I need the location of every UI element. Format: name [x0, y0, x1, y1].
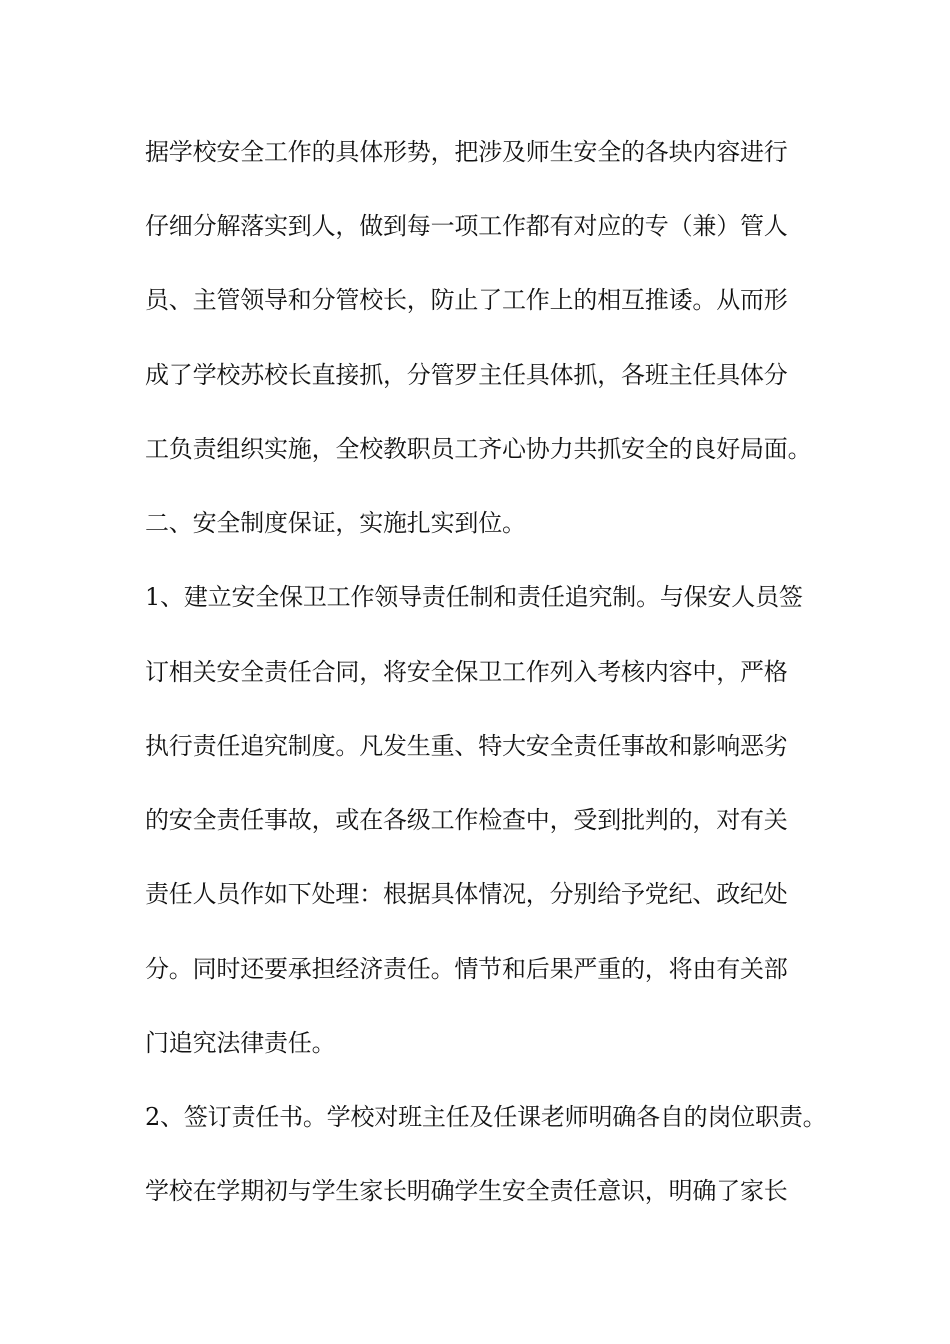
- text-line: 的安全责任事故，或在各级工作检查中，受到批判的，对有关: [145, 806, 788, 834]
- text-line: 订相关安全责任合同，将安全保卫工作列入考核内容中，严格: [145, 658, 788, 686]
- text-line: 据学校安全工作的具体形势，把涉及师生安全的各块内容进行: [145, 138, 788, 166]
- text-line: 工负责组织实施，全校教职员工齐心协力共抓安全的良好局面。: [145, 435, 812, 463]
- text-line: 门追究法律责任。: [145, 1029, 336, 1057]
- text-line: 成了学校苏校长直接抓，分管罗主任具体抓，各班主任具体分: [145, 361, 788, 389]
- text-line: 2、签订责任书。学校对班主任及任课老师明确各自的岗位职责。: [145, 1103, 827, 1131]
- text-line: 学校在学期初与学生家长明确学生安全责任意识，明确了家长: [145, 1177, 788, 1205]
- section-heading: 二、安全制度保证，实施扎实到位。: [145, 509, 526, 537]
- text-line: 仔细分解落实到人，做到每一项工作都有对应的专（兼）管人: [145, 212, 788, 240]
- text-line: 分。同时还要承担经济责任。情节和后果严重的，将由有关部: [145, 955, 788, 983]
- text-line: 执行责任追究制度。凡发生重、特大安全责任事故和影响恶劣: [145, 732, 788, 760]
- text-line: 责任人员作如下处理：根据具体情况，分别给予党纪、政纪处: [145, 880, 788, 908]
- text-line: 员、主管领导和分管校长，防止了工作上的相互推诿。从而形: [145, 286, 788, 314]
- text-line: 1、建立安全保卫工作领导责任制和责任追究制。与保安人员签: [145, 583, 803, 611]
